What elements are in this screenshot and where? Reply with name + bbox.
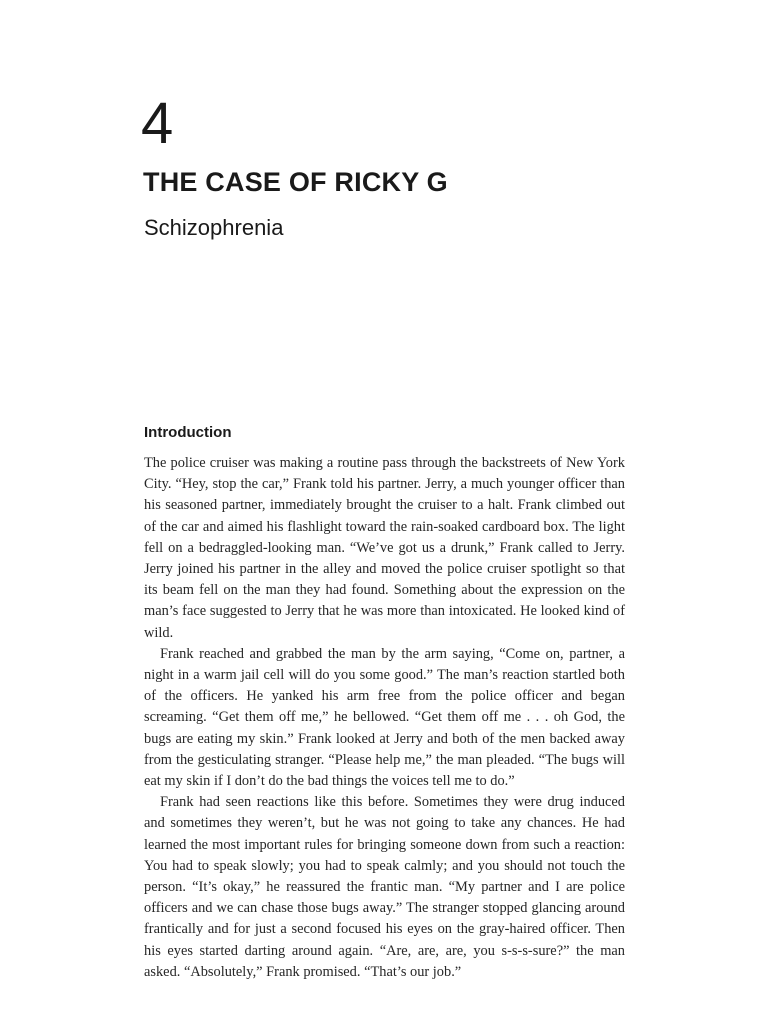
paragraph: The police cruiser was making a routine pass through the backstreets of New York City. “Hey, stop the car,” Frank told his partner. Jerry, a much younger officer than his seasoned partner, immediately brought the cruiser to a halt. Frank climbed out of the car and aimed his flashlight toward the rain-soaked cardboard box. The light fell on a bedraggled-looking man. “We’ve got us a drunk,” Frank called to Jerry. Jerry joined his partner in the alley and moved the police cruiser spotlight so that its beam fell on the man they had found. Something about the expression on the man’s face suggested to Jerry that he was more than intoxicated. He looked kind of wild. [144,455,625,641]
paragraph: Frank reached and grabbed the man by the arm saying, “Come on, partner, a night in a warm jail cell will do you some good.” The man’s reaction startled both of the officers. He yanked his arm free from the police officer and began screaming. “Get them off me,” he bellowed. “Get them off me . . . oh God, the bugs are eating my skin.” Frank looked at Jerry and both of the men backed away from the gesticulating stranger. “Please help me,” the man pleaded. “The bugs will eat my skin if I don’t do the bad things the voices tell me to do.” [144,645,625,790]
chapter-title: THE CASE OF RICKY G [143,167,448,197]
chapter-subtitle: Schizophrenia [144,215,284,240]
body-text [144,453,625,983]
paragraph: Frank had seen reactions like this before. Sometimes they were drug induced and sometimes they weren’t, but he was not going to take any chances. He had learned the most important rules for bringing someone down from such a reaction: You had to speak slowly; you had to speak calmly; and you should not touch the person. “It’s okay,” he reassured the frantic man. “My partner and I are police officers and we can chase those bugs away.” The stranger stopped glancing around frantically and for just a second focused his eyes on the gray-haired officer. Then his eyes started darting around again. “Are, are, are, you s-s-s-sure?” the man asked. “Absolutely,” Frank promised. “That’s our job.” [144,794,625,980]
chapter-number: 4 [141,91,174,156]
section-heading: Introduction [144,424,232,441]
